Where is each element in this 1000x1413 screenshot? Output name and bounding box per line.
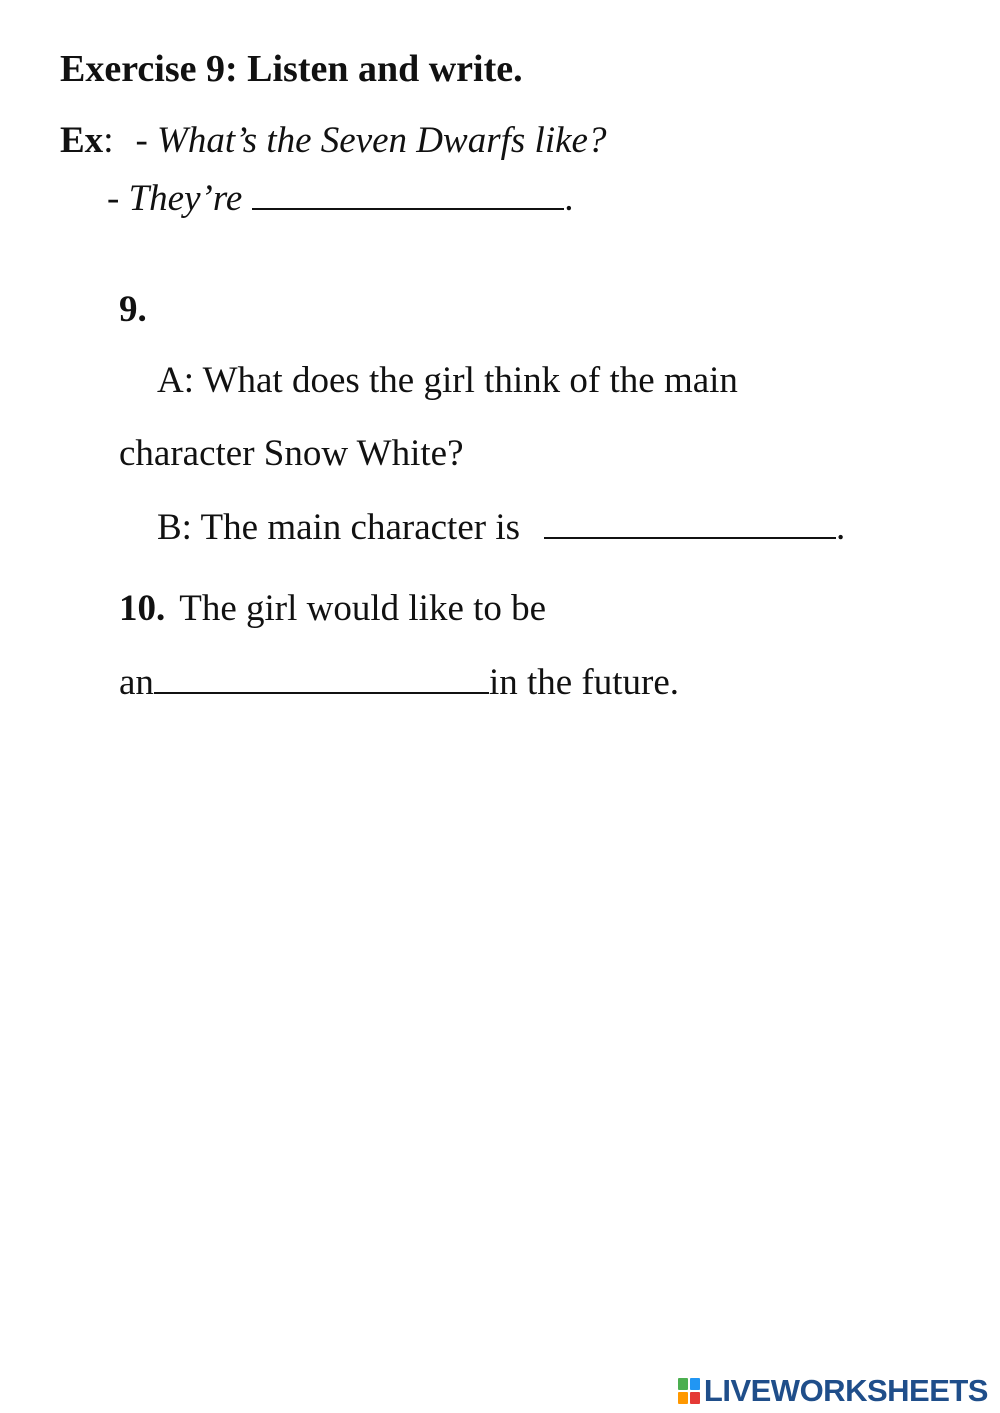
example-question-row <box>60 122 606 159</box>
logo-cell-green <box>678 1378 688 1390</box>
logo-cell-orange <box>678 1392 688 1404</box>
example-question: - What’s the Seven Dwarfs like? <box>135 120 607 161</box>
exercise-title: Exercise 9: Listen and write. <box>60 48 523 90</box>
question-9-number: 9. <box>119 289 147 330</box>
example-colon: : <box>103 120 114 161</box>
question-9-answer-blank[interactable] <box>544 507 836 539</box>
example-answer-suffix: . <box>564 178 574 219</box>
liveworksheets-logo-icon <box>678 1378 700 1404</box>
brand-text: LIVEWORKSHEETS <box>703 1373 988 1408</box>
question-10-answer-suffix: in the future. <box>488 662 680 703</box>
question-10-answer-blank[interactable] <box>154 662 489 694</box>
question-10-line-1: The girl would like to be <box>179 588 547 629</box>
question-10-row <box>119 590 546 627</box>
logo-cell-red <box>690 1392 700 1404</box>
example-answer-blank[interactable] <box>252 178 564 210</box>
question-9-line-a-1: A: What does the girl think of the main <box>157 360 738 401</box>
example-answer-row <box>107 178 574 217</box>
question-10-answer-row <box>119 662 679 701</box>
question-10-number: 10. <box>119 588 166 629</box>
question-10-answer-prefix: an <box>119 662 154 703</box>
question-9-answer-prefix: B: The main character is <box>157 507 521 548</box>
logo-cell-blue <box>690 1378 700 1390</box>
question-9-answer-row <box>157 507 845 546</box>
question-9-answer-suffix: . <box>836 507 846 548</box>
liveworksheets-brand <box>678 1375 988 1406</box>
example-label: Ex <box>60 120 104 161</box>
question-9-line-a-2: character Snow White? <box>119 433 464 474</box>
example-answer-prefix: - They’re <box>107 178 243 219</box>
